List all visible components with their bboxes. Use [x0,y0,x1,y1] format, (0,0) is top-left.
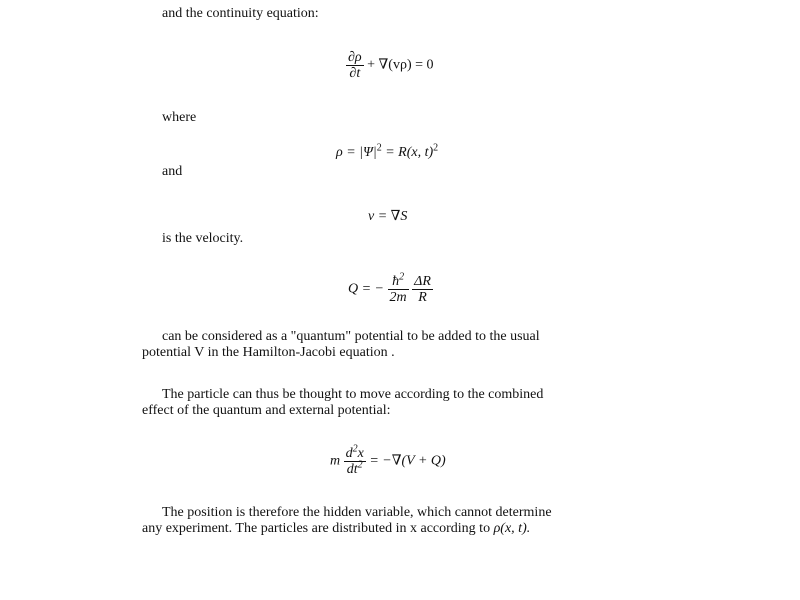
inline-rho-xt: ρ(x, t). [493,521,531,536]
fraction-drho-dt: $\frac{\partial\rho}{\partial t}$ [348,50,362,81]
fraction-deltaR-R: $\frac{\Delta R}{R}$ [414,274,431,305]
paragraph-where: where [162,110,197,125]
paragraph-velocity: is the velocity. [162,231,244,246]
equation-quantum-potential: Q = − $\frac{ħ^2}{2m}$ $\frac{\Delta R}{R}$ [348,271,431,305]
fraction-d2x-dt2: $\frac{d^2x}{dt^2}$ [345,443,364,477]
equation-velocity: v = ∇S [368,209,408,224]
paragraph-particle-motion-line1: The particle can thus be thought to move according to the combined [162,387,544,402]
equation-density: $\rho = |\Psi|^2 = R(x$, t)$^2$ [336,142,439,160]
paragraph-quantum-potential-line2: potential V in the Hamilton-Jacobi equation . [142,345,395,360]
paragraph-particle-motion-line2: effect of the quantum and external potential: [142,403,391,418]
equation-continuity: $\frac{\partial\rho}{\partial t}$ + ∇(vρ) = 0 [348,50,434,81]
paragraph-hidden-variable-line2: any experiment. The particles are distributed in x according to ρ(x, t). [142,521,531,536]
fraction-hbar2-2m: $\frac{ħ^2}{2m}$ [389,271,407,305]
paragraph-quantum-potential-line1: can be considered as a "quantum" potential to be added to the usual [162,329,540,344]
paragraph-and: and [162,164,183,179]
paragraph-continuity-intro: and the continuity equation: [162,6,319,21]
equation-motion: m $\frac{d^2x}{dt^2}$ = −∇(V + Q) [330,443,446,477]
paragraph-hidden-variable-line1: The position is therefore the hidden variable, which cannot determine [162,505,552,520]
